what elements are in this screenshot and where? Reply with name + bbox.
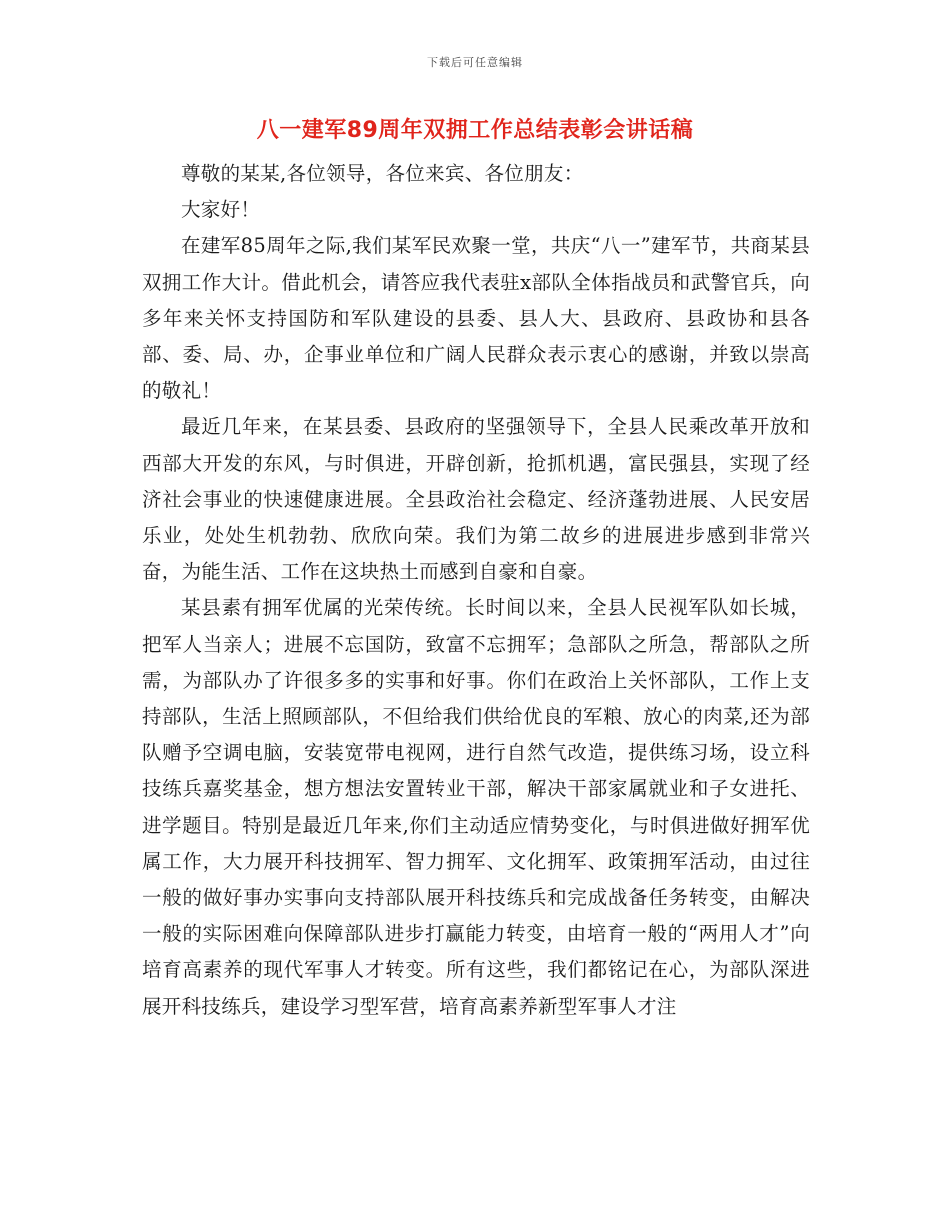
document-body <box>142 156 810 1025</box>
paragraph-salutation: 尊敬的某某,各位领导，各位来宾、各位朋友： <box>181 162 584 185</box>
document-title: 八一建军89周年双拥工作总结表彰会讲话稿 <box>256 118 694 143</box>
paragraph-tradition: 某县素有拥军优属的光荣传统。长时间以来，全县人民视军队如长城，把军人当亲人；进展不忘国防，致富不忘拥军；急部队之所急，帮部队之所需，为部队办了许很多多的实事和好事。你们在政治上关怀部队，工作上支持部队，生活上照顾部队，不但给我们供给优良的军粮、放心的肉菜,还为部队赠予空调电脑，安装宽带电视网，进行自然气改造，提供练习场，设立科技练兵嘉奖基金，想方想法安置转业干部，解决干部家属就业和子女进托、进学题目。特别是最近几年来,你们主动适应情势变化，与时俱进做好拥军优属工作，大力展开科技拥军、智力拥军、文化拥军、政策拥军活动，由过往一般的做好事办实事向支持部队展开科技练兵和完成战备任务转变，由解决一般的实际困难向保障部队进步打赢能力转变，由培育一般的“两用人才”向培育高素养的现代军事人才转变。所有这些，我们都铭记在心，为部队深进展开科技练兵，建设学习型军营，培育高素养新型军事人才注 <box>142 596 810 1018</box>
paragraph-opening: 在建军85周年之际,我们某军民欢聚一堂，共庆“八一”建军节，共商某县双拥工作大计。借此机会，请答应我代表驻x部队全体指战员和武警官兵，向多年来关怀支持国防和军队建设的县委、县人大、县政府、县政协和县各部、委、局、办，企事业单位和广阔人民群众表示衷心的感谢，并致以崇高的敬礼！ <box>142 234 810 403</box>
paragraph-greeting: 大家好！ <box>181 198 261 222</box>
header-note: 下载后可任意编辑 <box>427 56 523 69</box>
paragraph-development: 最近几年来，在某县委、县政府的坚强领导下，全县人民乘改革开放和西部大开发的东风，与时俱进，开辟创新，抢抓机遇，富民强县，实现了经济社会事业的快速健康进展。全县政治社会稳定、经济蓬勃进展、人民安居乐业，处处生机勃勃、欣欣向荣。我们为第二故乡的进展进步感到非常兴奋，为能生活、工作在这块热土而感到自豪和自豪。 <box>142 415 810 584</box>
